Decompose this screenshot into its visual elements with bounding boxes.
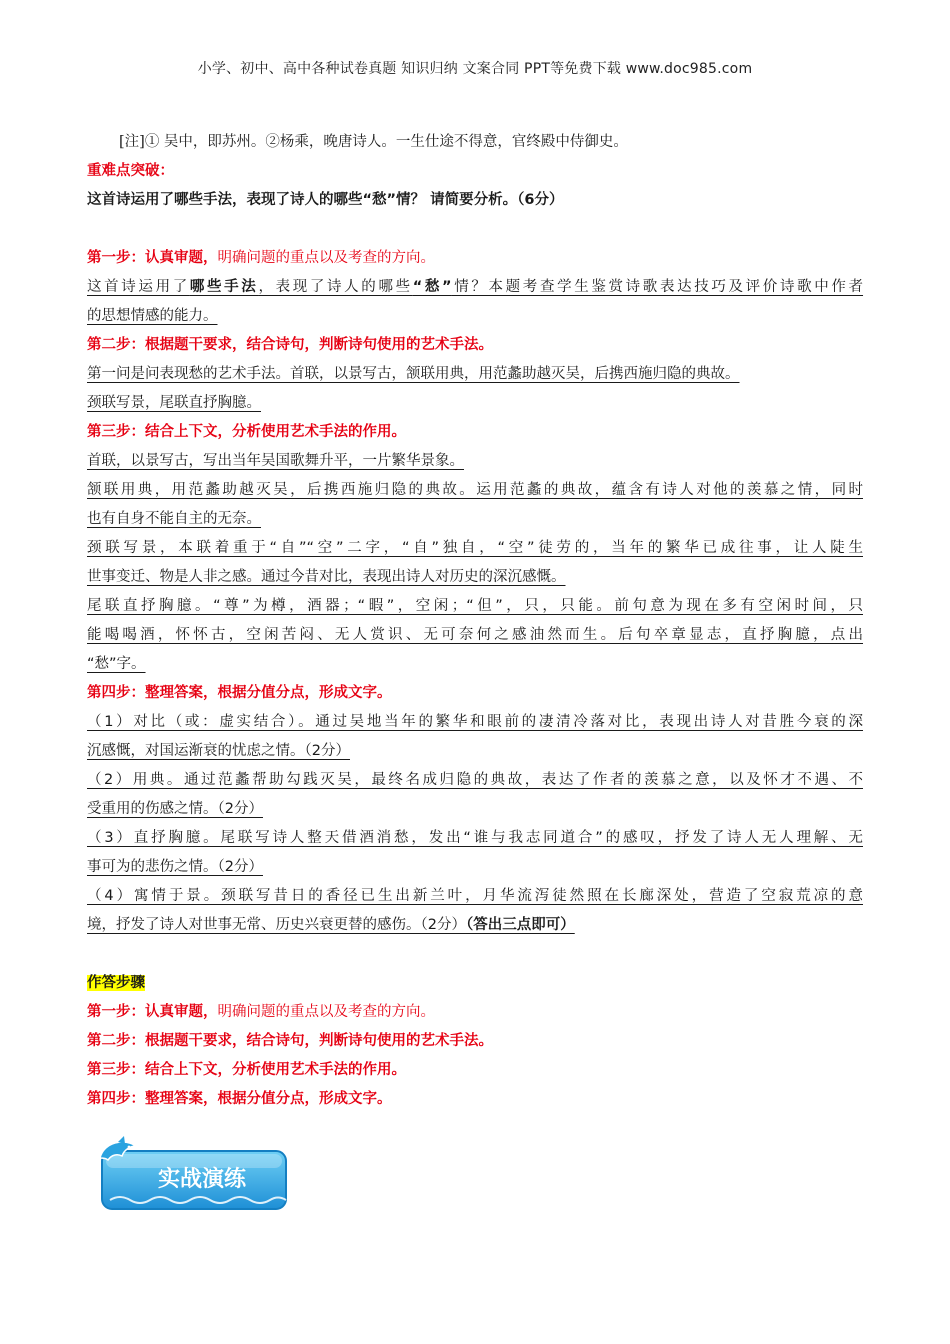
step1-emphasis: “愁” — [412, 279, 452, 295]
step1-text: 这首诗运用了 — [87, 279, 190, 295]
step1-line — [87, 273, 863, 302]
step3-line: “愁”字。 — [87, 656, 146, 672]
page-header: 小学、初中、高中各种试卷真题 知识归纳 文案合同 PPT等免费下载 www.doc985.com — [197, 61, 753, 77]
step1-emphasis: 哪些手法 — [189, 279, 259, 295]
difficulty-heading: 重难点突破： — [87, 163, 174, 179]
practice-logo-label: 实战演练 — [157, 1167, 247, 1192]
step4-line: 事可为的悲伤之情。（2分） — [87, 859, 263, 875]
step1-text: ，表现了诗人的哪些 — [258, 279, 413, 295]
steps-summary-highlight: 作答步骤 — [87, 975, 145, 991]
step4-line: 受重用的伤感之情。（2分） — [87, 801, 263, 817]
step1-heading — [87, 244, 863, 273]
summary-step1 — [87, 998, 863, 1027]
step3-line: 也有自身不能自主的无奈。 — [87, 511, 261, 527]
summary-step2: 第二步：根据题干要求，结合诗句，判断诗句使用的艺术手法。 — [87, 1033, 493, 1049]
step4-line — [87, 911, 863, 940]
summary-step3: 第三步：结合上下文，分析使用艺术手法的作用。 — [87, 1062, 406, 1078]
step1-line: 的思想情感的能力。 — [87, 308, 218, 324]
step1-rest: 明确问题的重点以及考查的方向。 — [217, 250, 435, 266]
question-text: 这首诗运用了哪些手法，表现了诗人的哪些“愁”情？ 请简要分析。（6分） — [87, 192, 564, 208]
step4-line: 沉感慨，对国运渐衰的忧虑之情。（2分） — [87, 743, 350, 759]
step2-line: 颈联写景，尾联直抒胸臆。 — [87, 395, 261, 411]
practice-logo — [94, 1136, 290, 1212]
step3-heading: 第三步：结合上下文，分析使用艺术手法的作用。 — [87, 424, 406, 440]
step1-bold: 第一步：认真审题， — [87, 250, 218, 266]
step4-line: （4）寓情于景。颈联写昔日的香径已生出新兰叶，月华流泻徒然照在长廊深处，营造了空寂荒凉的意 — [87, 888, 863, 904]
step1-text: 情？本题考查学生鉴赏诗歌表达技巧及评价诗歌中作者 — [451, 279, 864, 295]
annotation-note: [注]① 吴中，即苏州。②杨乘，晚唐诗人。一生仕途不得意，官终殿中侍御史。 — [119, 134, 628, 150]
step2-heading: 第二步：根据题干要求，结合诗句，判断诗句使用的艺术手法。 — [87, 337, 493, 353]
step4-line: （2）用典。通过范蠡帮助勾践灭吴，最终名成归隐的典故，表达了作者的羡慕之意，以及怀才不遇、不 — [87, 772, 863, 788]
document-body — [87, 128, 863, 1114]
step4-tail: （答出三点即可） — [465, 917, 575, 933]
step4-text: 境，抒发了诗人对世事无常、历史兴衰更替的感伤。（2分） — [87, 917, 466, 933]
step3-line: 首联，以景写古，写出当年吴国歌舞升平，一片繁华景象。 — [87, 453, 464, 469]
step3-line: 尾联直抒胸臆。“尊”为樽，酒器；“暇”，空闲；“但”，只，只能。前句意为现在多有空闲时间，只 — [87, 598, 863, 614]
step3-line: 颔联用典，用范蠡助越灭吴，后携西施归隐的典故。运用范蠡的典故，蕴含有诗人对他的羡慕之情，同时 — [87, 482, 863, 498]
step3-line: 颈联写景，本联着重于“自”“空”二字，“自”独自，“空”徒劳的，当年的繁华已成往事，让人陡生 — [87, 540, 863, 556]
practice-logo-graphic — [94, 1136, 290, 1212]
summary-step1-bold: 第一步：认真审题， — [87, 1004, 218, 1020]
step3-line: 能喝喝酒，怀怀古，空闲苦闷、无人赏识、无可奈何之感油然而生。后句卒章显志，直抒胸臆，点出 — [87, 627, 863, 643]
summary-step4: 第四步：整理答案，根据分值分点，形成文字。 — [87, 1091, 392, 1107]
step4-line: （3）直抒胸臆。尾联写诗人整天借酒消愁，发出“谁与我志同道合”的感叹，抒发了诗人无人理解、无 — [87, 830, 863, 846]
step4-line: （1）对比（或：虚实结合）。通过吴地当年的繁华和眼前的凄清冷落对比，表现出诗人对昔胜今衰的深 — [87, 714, 863, 730]
step2-line: 第一问是问表现愁的艺术手法。首联，以景写古，颔联用典，用范蠡助越灭吴，后携西施归隐的典故。 — [87, 366, 740, 382]
steps-summary-title — [87, 969, 863, 998]
step4-heading: 第四步：整理答案，根据分值分点，形成文字。 — [87, 685, 392, 701]
step3-line: 世事变迁、物是人非之感。通过今昔对比，表现出诗人对历史的深沉感慨。 — [87, 569, 566, 585]
summary-step1-rest: 明确问题的重点以及考查的方向。 — [217, 1004, 435, 1020]
